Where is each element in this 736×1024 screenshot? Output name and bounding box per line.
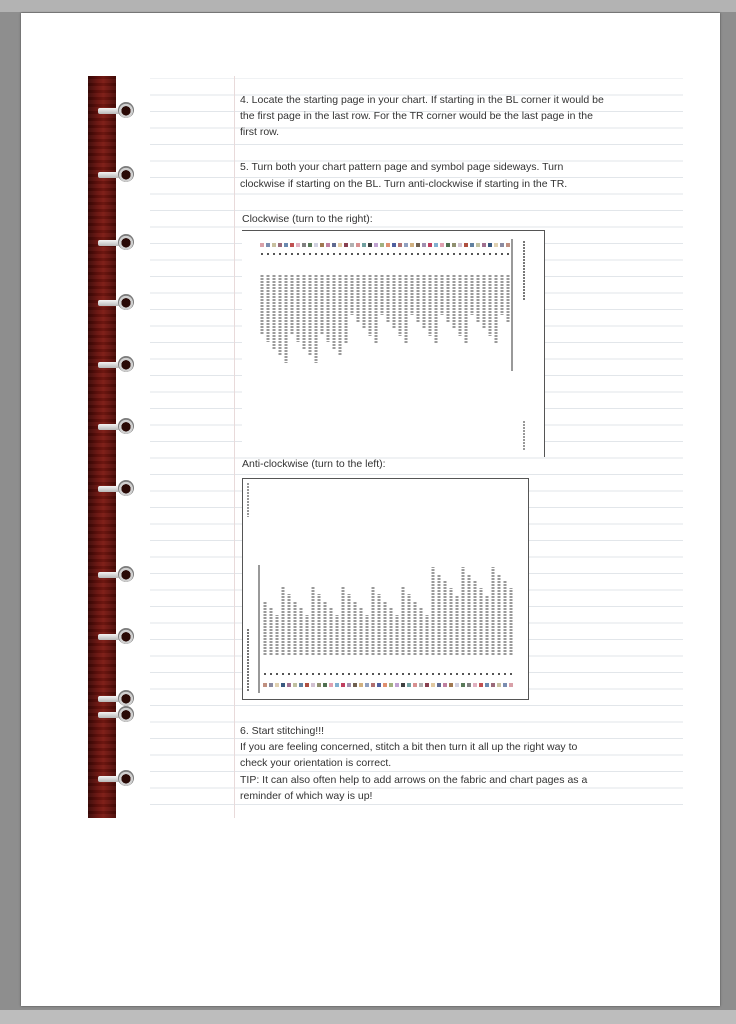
color-swatch bbox=[422, 243, 426, 247]
binder-ring bbox=[98, 480, 132, 498]
step5-line2: clockwise if starting on the BL. Turn anti-clockwise if starting in the TR. bbox=[240, 178, 568, 190]
color-swatch bbox=[329, 683, 333, 687]
symbol-mark bbox=[483, 253, 485, 255]
color-swatch bbox=[389, 683, 393, 687]
symbol-mark bbox=[282, 673, 284, 675]
step6-line5: reminder of which way is up! bbox=[240, 790, 373, 802]
symbol-mark bbox=[420, 673, 422, 675]
color-swatch bbox=[509, 683, 513, 687]
symbol-mark bbox=[279, 253, 281, 255]
color-swatch bbox=[323, 683, 327, 687]
color-swatch bbox=[290, 243, 294, 247]
symbol-mark bbox=[309, 253, 311, 255]
symbol-mark bbox=[498, 673, 500, 675]
color-swatch bbox=[446, 243, 450, 247]
symbol-mark bbox=[273, 253, 275, 255]
symbol-mark bbox=[471, 253, 473, 255]
color-swatch bbox=[410, 243, 414, 247]
binder-ring bbox=[98, 356, 132, 374]
symbol-mark bbox=[507, 253, 509, 255]
color-swatch bbox=[392, 243, 396, 247]
symbol-mark bbox=[492, 673, 494, 675]
step6-line3: check your orientation is correct. bbox=[240, 757, 392, 769]
step6-line4: TIP: It can also often help to add arrows on the fabric and chart pages as a bbox=[240, 774, 588, 786]
symbol-mark bbox=[444, 673, 446, 675]
symbol-mark bbox=[393, 253, 395, 255]
color-swatch bbox=[419, 683, 423, 687]
binder-ring bbox=[98, 294, 132, 312]
color-swatch bbox=[356, 243, 360, 247]
color-swatch bbox=[302, 243, 306, 247]
color-swatch bbox=[488, 243, 492, 247]
color-swatch bbox=[365, 683, 369, 687]
color-swatch bbox=[326, 243, 330, 247]
symbol-mark bbox=[303, 253, 305, 255]
symbol-mark bbox=[333, 253, 335, 255]
symbol-mark bbox=[369, 253, 371, 255]
color-swatch bbox=[371, 683, 375, 687]
symbol-mark bbox=[372, 673, 374, 675]
symbol-mark bbox=[417, 253, 419, 255]
step5-line1: 5. Turn both your chart pattern page and symbol page sideways. Turn bbox=[240, 161, 564, 173]
symbol-mark bbox=[432, 673, 434, 675]
symbol-mark bbox=[450, 673, 452, 675]
symbol-mark bbox=[321, 253, 323, 255]
color-swatch bbox=[272, 243, 276, 247]
symbol-mark bbox=[411, 253, 413, 255]
symbol-mark bbox=[501, 253, 503, 255]
step4-line1: 4. Locate the starting page in your chart. If starting in the BL corner it would be bbox=[240, 94, 604, 106]
color-swatch bbox=[458, 243, 462, 247]
color-swatch bbox=[380, 243, 384, 247]
binder-ring bbox=[98, 770, 132, 788]
color-swatch bbox=[443, 683, 447, 687]
binder-ring bbox=[98, 418, 132, 436]
color-swatch bbox=[317, 683, 321, 687]
symbol-mark bbox=[300, 673, 302, 675]
symbol-mark bbox=[453, 253, 455, 255]
color-swatch bbox=[299, 683, 303, 687]
symbol-mark bbox=[405, 253, 407, 255]
color-swatch bbox=[314, 243, 318, 247]
symbol-mark bbox=[474, 673, 476, 675]
symbol-mark bbox=[438, 673, 440, 675]
anticlockwise-symbol-page bbox=[243, 479, 528, 699]
color-swatch bbox=[479, 683, 483, 687]
symbol-mark bbox=[396, 673, 398, 675]
symbol-mark bbox=[318, 673, 320, 675]
color-swatch bbox=[386, 243, 390, 247]
symbol-mark bbox=[366, 673, 368, 675]
color-swatch bbox=[305, 683, 309, 687]
symbol-mark bbox=[348, 673, 350, 675]
binder-ring bbox=[98, 706, 132, 724]
color-swatch bbox=[296, 243, 300, 247]
color-swatch bbox=[503, 683, 507, 687]
color-swatch bbox=[335, 683, 339, 687]
symbol-mark bbox=[486, 673, 488, 675]
color-swatch bbox=[416, 243, 420, 247]
symbol-mark bbox=[378, 673, 380, 675]
symbol-mark bbox=[324, 673, 326, 675]
color-swatch bbox=[485, 683, 489, 687]
notebook-page bbox=[88, 76, 683, 818]
color-swatch bbox=[320, 243, 324, 247]
symbol-mark bbox=[489, 253, 491, 255]
color-swatch bbox=[449, 683, 453, 687]
color-swatch bbox=[482, 243, 486, 247]
color-swatch bbox=[401, 683, 405, 687]
binder-ring bbox=[98, 166, 132, 184]
symbol-mark bbox=[270, 673, 272, 675]
symbol-mark bbox=[429, 253, 431, 255]
color-swatch bbox=[500, 243, 504, 247]
color-swatch bbox=[425, 683, 429, 687]
symbol-mark bbox=[276, 673, 278, 675]
symbol-mark bbox=[315, 253, 317, 255]
color-swatch bbox=[404, 243, 408, 247]
symbol-mark bbox=[462, 673, 464, 675]
color-swatch bbox=[266, 243, 270, 247]
symbol-mark bbox=[426, 673, 428, 675]
symbol-mark bbox=[288, 673, 290, 675]
color-swatch bbox=[383, 683, 387, 687]
symbol-mark bbox=[339, 253, 341, 255]
color-swatch bbox=[311, 683, 315, 687]
color-swatch bbox=[470, 243, 474, 247]
symbol-mark bbox=[423, 253, 425, 255]
step6-line1: 6. Start stitching!!! bbox=[240, 725, 325, 737]
symbol-mark bbox=[297, 253, 299, 255]
symbol-mark bbox=[387, 253, 389, 255]
color-swatch bbox=[494, 243, 498, 247]
color-swatch bbox=[461, 683, 465, 687]
color-swatch bbox=[287, 683, 291, 687]
color-swatch bbox=[374, 243, 378, 247]
symbol-mark bbox=[399, 253, 401, 255]
color-swatch bbox=[269, 683, 273, 687]
symbol-mark bbox=[480, 673, 482, 675]
symbol-mark bbox=[306, 673, 308, 675]
color-swatch bbox=[377, 683, 381, 687]
color-swatch bbox=[308, 243, 312, 247]
symbol-mark bbox=[336, 673, 338, 675]
color-swatch bbox=[368, 243, 372, 247]
symbol-mark bbox=[312, 673, 314, 675]
color-swatch bbox=[452, 243, 456, 247]
symbol-mark bbox=[456, 673, 458, 675]
color-swatch bbox=[350, 243, 354, 247]
step4-line2: the first page in the last row. For the TR corner would be the last page in the bbox=[240, 110, 593, 122]
symbol-mark bbox=[381, 253, 383, 255]
symbol-mark bbox=[345, 253, 347, 255]
color-swatch bbox=[398, 243, 402, 247]
symbol-mark bbox=[357, 253, 359, 255]
color-swatch bbox=[293, 683, 297, 687]
symbol-mark bbox=[261, 253, 263, 255]
color-swatch bbox=[281, 683, 285, 687]
color-swatch bbox=[338, 243, 342, 247]
color-swatch bbox=[497, 683, 501, 687]
symbol-mark bbox=[477, 253, 479, 255]
anticlockwise-chart-image bbox=[242, 478, 529, 700]
step6-line2: If you are feeling concerned, stitch a bit then turn it all up the right way to bbox=[240, 741, 578, 753]
symbol-mark bbox=[408, 673, 410, 675]
binder-ring bbox=[98, 628, 132, 646]
symbol-mark bbox=[384, 673, 386, 675]
binder-ring bbox=[98, 234, 132, 252]
color-swatch bbox=[284, 243, 288, 247]
color-swatch bbox=[347, 683, 351, 687]
clockwise-caption: Clockwise (turn to the right): bbox=[242, 213, 373, 225]
symbol-mark bbox=[354, 673, 356, 675]
symbol-mark bbox=[465, 253, 467, 255]
symbol-mark bbox=[363, 253, 365, 255]
symbol-mark bbox=[504, 673, 506, 675]
symbol-mark bbox=[435, 253, 437, 255]
color-swatch bbox=[341, 683, 345, 687]
symbol-mark bbox=[468, 673, 470, 675]
color-swatch bbox=[263, 683, 267, 687]
color-swatch bbox=[491, 683, 495, 687]
clockwise-symbol-page bbox=[242, 231, 544, 457]
anticlockwise-caption: Anti-clockwise (turn to the left): bbox=[242, 458, 386, 470]
symbol-mark bbox=[390, 673, 392, 675]
color-swatch bbox=[275, 683, 279, 687]
symbol-mark bbox=[495, 253, 497, 255]
symbol-mark bbox=[330, 673, 332, 675]
symbol-mark bbox=[264, 673, 266, 675]
symbol-mark bbox=[285, 253, 287, 255]
binder-ring bbox=[98, 566, 132, 584]
color-swatch bbox=[353, 683, 357, 687]
color-swatch bbox=[428, 243, 432, 247]
color-swatch bbox=[395, 683, 399, 687]
color-swatch bbox=[431, 683, 435, 687]
clockwise-chart-image bbox=[242, 230, 545, 457]
symbol-mark bbox=[294, 673, 296, 675]
color-swatch bbox=[437, 683, 441, 687]
symbol-mark bbox=[459, 253, 461, 255]
symbol-mark bbox=[360, 673, 362, 675]
color-swatch bbox=[473, 683, 477, 687]
margin-line bbox=[234, 76, 235, 818]
color-swatch bbox=[362, 243, 366, 247]
symbol-mark bbox=[342, 673, 344, 675]
symbol-mark bbox=[441, 253, 443, 255]
color-swatch bbox=[344, 243, 348, 247]
color-swatch bbox=[332, 243, 336, 247]
symbol-mark bbox=[267, 253, 269, 255]
binder-ring bbox=[98, 102, 132, 120]
color-swatch bbox=[476, 243, 480, 247]
symbol-mark bbox=[510, 673, 512, 675]
color-swatch bbox=[413, 683, 417, 687]
symbol-mark bbox=[327, 253, 329, 255]
color-swatch bbox=[506, 243, 510, 247]
symbol-mark bbox=[375, 253, 377, 255]
color-swatch bbox=[260, 243, 264, 247]
symbol-mark bbox=[291, 253, 293, 255]
symbol-mark bbox=[351, 253, 353, 255]
color-swatch bbox=[440, 243, 444, 247]
color-swatch bbox=[464, 243, 468, 247]
symbol-mark bbox=[414, 673, 416, 675]
window-bottom-strip bbox=[0, 1010, 736, 1024]
window-top-strip bbox=[0, 0, 736, 12]
color-swatch bbox=[455, 683, 459, 687]
color-swatch bbox=[467, 683, 471, 687]
color-swatch bbox=[407, 683, 411, 687]
symbol-mark bbox=[447, 253, 449, 255]
symbol-mark bbox=[402, 673, 404, 675]
step4-line3: first row. bbox=[240, 126, 280, 138]
color-swatch bbox=[434, 243, 438, 247]
color-swatch bbox=[278, 243, 282, 247]
color-swatch bbox=[359, 683, 363, 687]
